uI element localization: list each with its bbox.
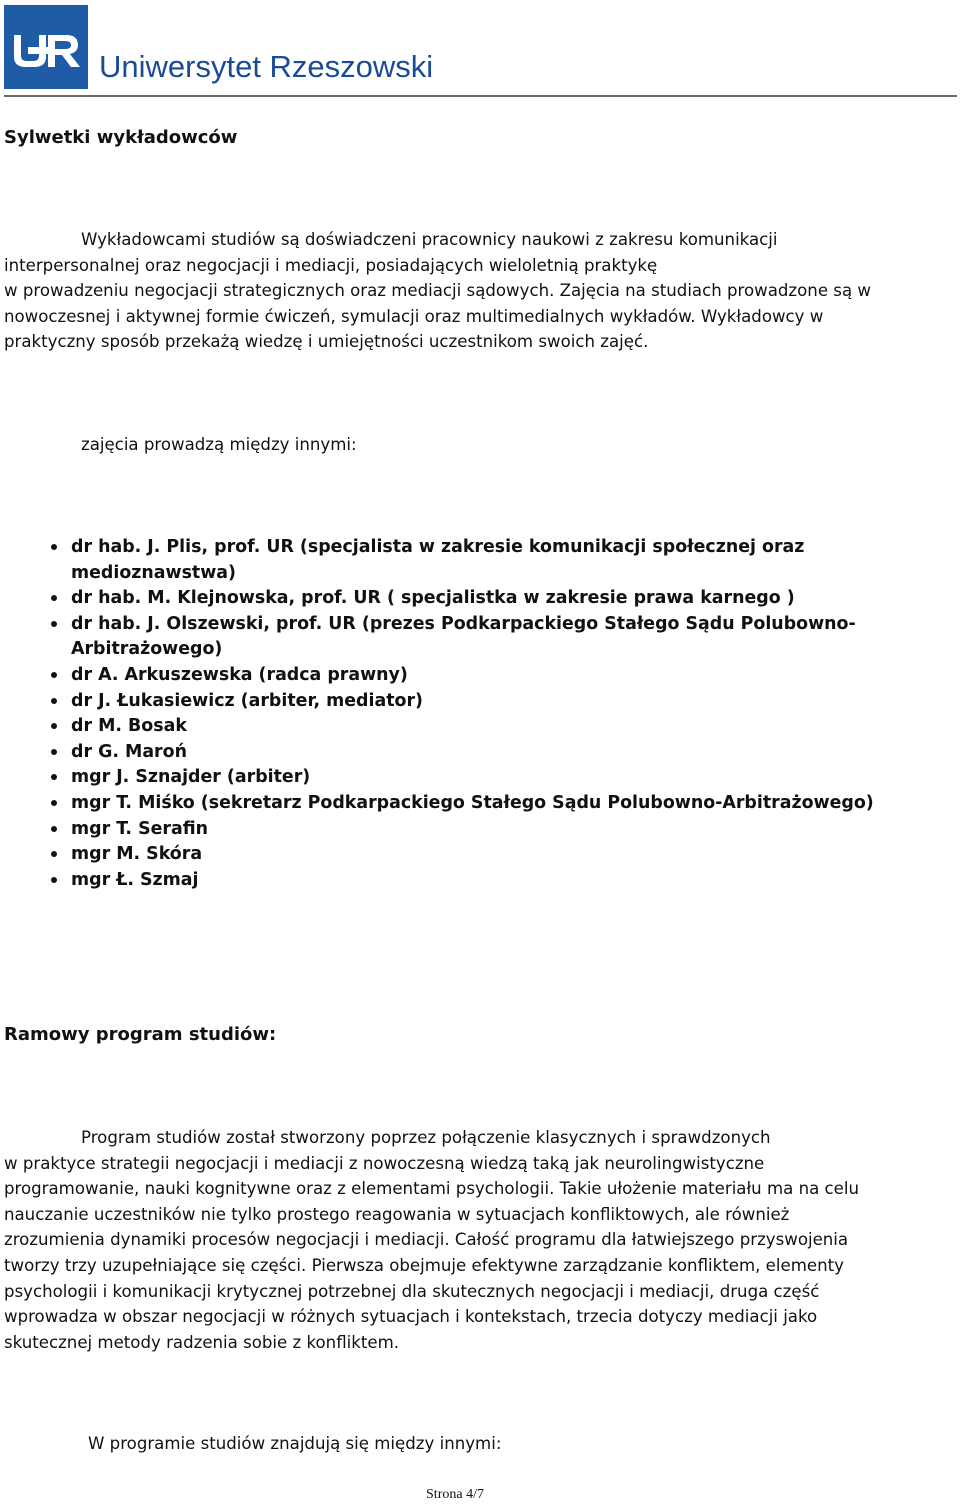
list-item	[0, 586, 950, 612]
list-item	[0, 689, 950, 715]
program-line: wprowadza w obszar negocjacji w różnych sytuacjach i kontekstach, trzecia dotyczy mediacji jako	[4, 1307, 818, 1327]
bullet-icon	[51, 698, 57, 704]
university-logo	[4, 5, 88, 89]
program-paragraph	[4, 1125, 954, 1355]
document-header	[4, 5, 957, 98]
list-item	[0, 714, 950, 740]
list-item	[0, 535, 950, 586]
page-number: Strona 4/7	[426, 1487, 484, 1502]
bullet-icon	[51, 851, 57, 857]
lecturer-name: mgr T. Serafin	[71, 818, 208, 839]
lecturer-name: dr hab. M. Klejnowska, prof. UR ( specjalistka w zakresie prawa karnego )	[71, 588, 795, 609]
list-item	[0, 791, 950, 817]
lecturer-name: dr hab. J. Olszewski, prof. UR (prezes Podkarpackiego Stałego Sądu Polubowno-Arbitrażowego)	[71, 613, 856, 660]
ur-logo-mark	[4, 5, 88, 89]
lecturer-name: dr G. Maroń	[71, 741, 187, 762]
list-item	[0, 817, 950, 843]
intro-line: Wykładowcami studiów są doświadczeni pracownicy naukowi z zakresu komunikacji	[81, 230, 778, 249]
program-line: psychologii i komunikacji krytycznej potrzebnej dla skutecznych negocjacji i mediacji, druga część	[4, 1281, 820, 1301]
program-line: programowanie, nauki kognitywne oraz z elementami psychologii. Takie ułożenie materiału ma na celu	[4, 1179, 860, 1199]
lecturer-name: dr A. Arkuszewska (radca prawny)	[71, 664, 408, 685]
bullet-icon	[51, 749, 57, 755]
lecturer-name: mgr Ł. Szmaj	[71, 869, 199, 890]
list-item	[0, 663, 950, 689]
bullet-icon	[51, 621, 57, 627]
program-line: skutecznej metody radzenia sobie z konfliktem.	[4, 1332, 400, 1352]
lecturers-heading: Sylwetki wykładowców	[4, 127, 238, 148]
bullet-icon	[51, 877, 57, 883]
program-list-intro: W programie studiów znajdują się między innymi:	[88, 1434, 502, 1453]
university-name: Uniwersytet Rzeszowski	[99, 49, 434, 84]
bullet-icon	[51, 826, 57, 832]
intro-line: w prowadzeniu negocjacji strategicznych oraz mediacji sądowych. Zajęcia na studiach prowadzone są w	[4, 281, 871, 301]
bullet-icon	[51, 672, 57, 678]
intro-line: nowoczesnej i aktywnej formie ćwiczeń, symulacji oraz multimedialnych wykładów. Wykładowcy w	[4, 306, 824, 326]
list-item	[0, 765, 950, 791]
bullet-icon	[51, 595, 57, 601]
program-line: w praktyce strategii negocjacji i mediacji z nowoczesną wiedzą taką jak neurolingwistyczne	[4, 1153, 765, 1173]
program-line: Program studiów został stworzony poprzez połączenie klasycznych i sprawdzonych	[81, 1128, 771, 1147]
lecturer-name: dr M. Bosak	[71, 716, 187, 737]
bullet-icon	[51, 774, 57, 780]
lecturer-name: dr hab. J. Plis, prof. UR (specjalista w zakresie komunikacji społecznej oraz medioznawstwa)	[71, 537, 805, 583]
header-divider	[4, 95, 957, 97]
intro-line: interpersonalnej oraz negocjacji i mediacji, posiadających wieloletnią praktykę	[4, 255, 658, 275]
program-heading: Ramowy program studiów:	[4, 1024, 277, 1045]
program-line: tworzy trzy uzupełniające się części. Pierwsza obejmuje efektywne zarządzanie konfliktem, elementy	[4, 1255, 844, 1275]
lecturers-list-intro: zajęcia prowadzą między innymi:	[81, 435, 357, 454]
lecturers-list	[0, 535, 950, 893]
intro-line: praktyczny sposób przekażą wiedzę i umiejętności uczestnikom swoich zajęć.	[4, 332, 649, 352]
lecturers-intro-paragraph	[4, 227, 954, 355]
program-line: zrozumienia dynamiki procesów negocjacji i mediacji. Całość programu dla łatwiejszego przyswojenia	[4, 1230, 849, 1250]
program-line: nauczanie uczestników nie tylko prostego reagowania w sytuacjach konfliktowych, ale również	[4, 1204, 790, 1224]
bullet-icon	[51, 723, 57, 729]
bullet-icon	[51, 544, 57, 550]
lecturer-name: mgr T. Miśko (sekretarz Podkarpackiego Stałego Sądu Polubowno-Arbitrażowego)	[71, 792, 874, 813]
bullet-icon	[51, 800, 57, 806]
list-item	[0, 740, 950, 766]
list-item	[0, 868, 950, 894]
lecturer-name: mgr M. Skóra	[71, 844, 203, 865]
lecturer-name: mgr J. Sznajder (arbiter)	[71, 767, 311, 788]
lecturer-name: dr J. Łukasiewicz (arbiter, mediator)	[71, 690, 423, 711]
list-item	[0, 842, 950, 868]
list-item	[0, 612, 950, 663]
